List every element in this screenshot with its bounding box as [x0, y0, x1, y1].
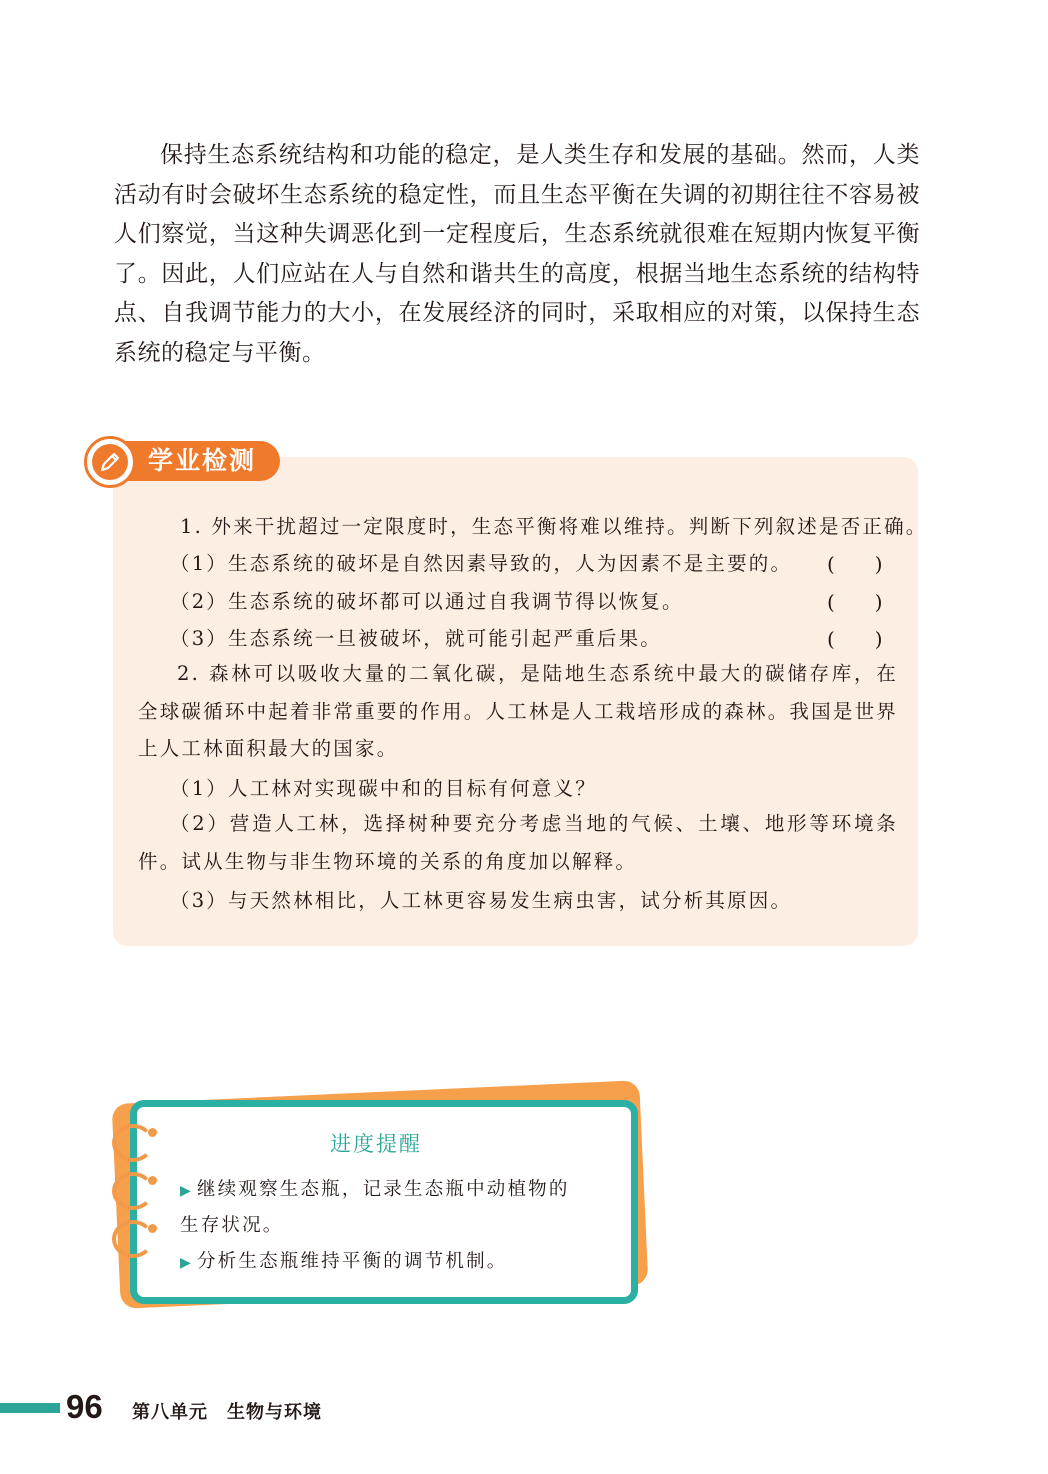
- reminder-item-1-text: 继续观察生态瓶，记录生态瓶中动植物的: [196, 1179, 570, 1200]
- footer-chapter-name: 生物与环境: [227, 1402, 322, 1423]
- pencil-icon: [84, 436, 136, 488]
- question-2-item-1: （1）人工林对实现碳中和的目标有何意义？: [170, 777, 597, 800]
- question-1-item-1: （1）生态系统的破坏是自然因素导致的，人为因素不是主要的。: [170, 552, 793, 575]
- binder-hole-icon: [148, 1176, 157, 1185]
- page-number: 96: [66, 1388, 103, 1425]
- reminder-item-1: [180, 1175, 570, 1201]
- footer-unit-name: 第八单元: [132, 1402, 208, 1423]
- intro-paragraph: 保持生态系统结构和功能的稳定，是人类生存和发展的基础。然而，人类活动有时会破坏生态系统的稳定性，而且生态平衡在失调的初期往往不容易被人们察觉，当这种失调恶化到一定程度后，生态系统就很难在短期内恢复平衡了。因此，人们应站在人与自然和谐共生的高度，根据当地生态系统的结构特点、自我调节能力的大小，在发展经济的同时，采取相应的对策，以保持生态系统的稳定与平衡。: [114, 142, 920, 366]
- question-2-item-3: （3）与天然林相比，人工林更容易发生病虫害，试分析其原因。: [170, 889, 793, 912]
- reminder-title: 进度提醒: [330, 1132, 422, 1156]
- triangle-bullet-icon: ▶: [180, 1255, 193, 1271]
- answer-blank-3[interactable]: ( ): [827, 627, 883, 651]
- exam-heading-label: 学业检测: [148, 446, 257, 475]
- answer-blank-1[interactable]: ( ): [827, 552, 883, 576]
- reminder-item-2: [180, 1247, 507, 1273]
- footer-unit: [132, 1398, 322, 1424]
- question-1: 1. 外来干扰超过一定限度时，生态平衡将难以维持。判断下列叙述是否正确。: [180, 515, 928, 538]
- triangle-bullet-icon: ▶: [180, 1183, 193, 1199]
- question-1-item-2: （2）生态系统的破坏都可以通过自我调节得以恢复。: [170, 590, 684, 613]
- binder-hole-icon: [148, 1128, 157, 1137]
- question-1-item-3: （3）生态系统一旦被破坏，就可能引起严重后果。: [170, 627, 663, 650]
- exam-heading: [84, 436, 284, 486]
- question-2-item-2: （2）营造人工林，选择树种要充分考虑当地的气候、土壤、地形等环境条件。试从生物与非生物环境的关系的角度加以解释。: [138, 812, 898, 873]
- question-2: 2. 森林可以吸收大量的二氧化碳，是陆地生态系统中最大的碳储存库，在全球碳循环中起着非常重要的作用。人工林是人工栽培形成的森林。我国是世界上人工林面积最大的国家。: [138, 662, 898, 760]
- binder-hole-icon: [148, 1224, 157, 1233]
- reminder-item-1-cont: 生存状况。: [180, 1215, 284, 1236]
- answer-blank-2[interactable]: ( ): [827, 590, 883, 614]
- reminder-item-2-text: 分析生态瓶维持平衡的调节机制。: [196, 1251, 508, 1272]
- footer-accent-bar: [0, 1403, 60, 1413]
